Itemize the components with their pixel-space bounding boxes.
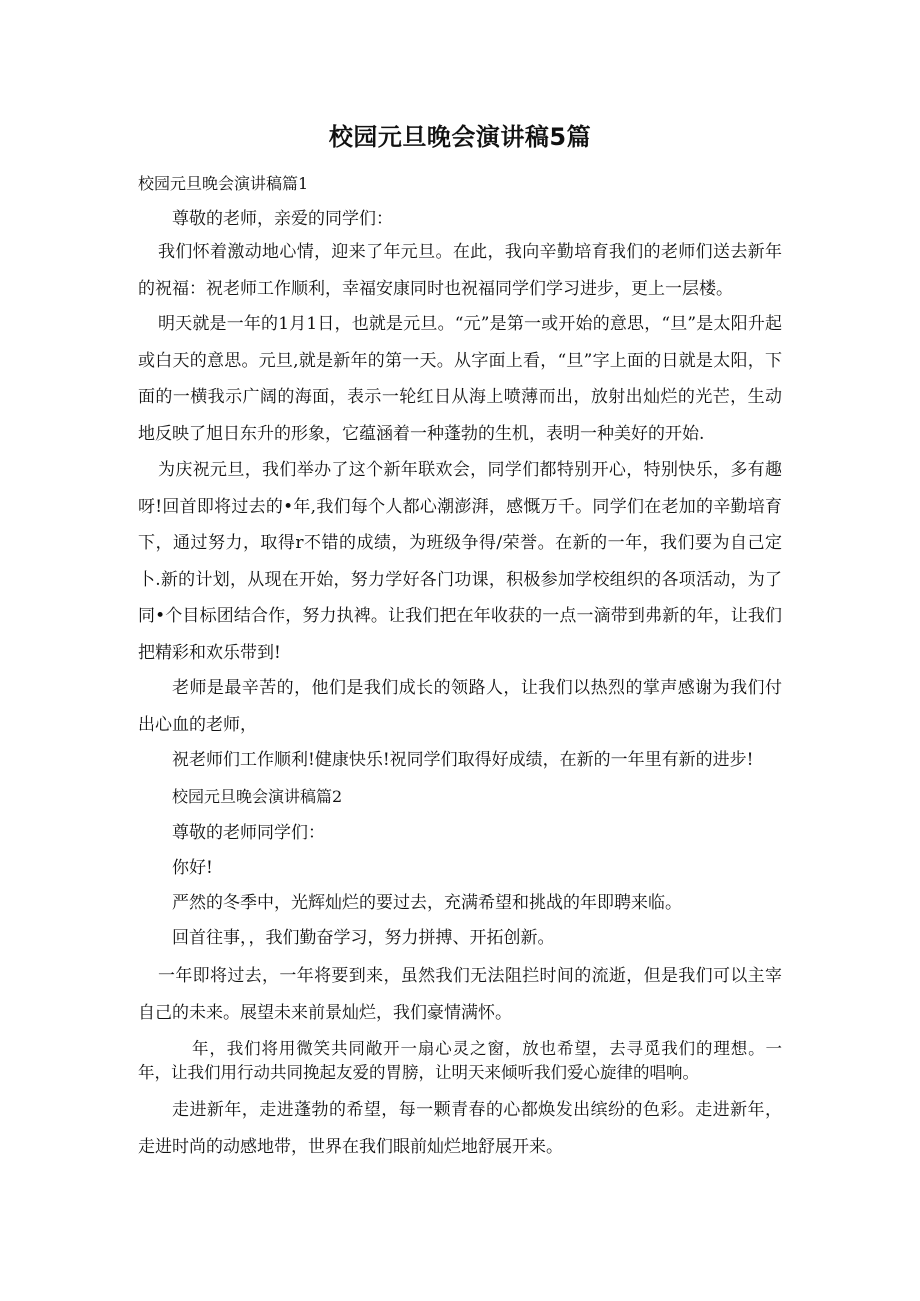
greeting-paragraph: 尊敬的老师同学们： [172,823,325,843]
paragraph: 年，我们将用微笑共同敞开一扇心灵之窗，放也希望，去寻觅我们的理想。一年，让我们用行动共同挽起友爱的胃膀，让明天来倾听我们爱心旋律的唱响。 [138,1039,782,1082]
paragraph: 一年即将过去，一年将要到来，虽然我们无法阻拦时间的流逝，但是我们可以主宰自己的未来。展望未来前景灿烂，我们豪情满怀。 [138,966,782,1023]
paragraph: 祝老师们工作顺利!健康快乐!祝同学们取得好成绩，在新的一年里有新的进步! [172,750,754,770]
paragraph: 老师是最辛苦的，他们是我们成长的领路人，让我们以热烈的掌声感谢为我们付出心血的老师， [138,678,782,735]
paragraph: 走进新年，走进蓬勃的希望，每一颗青春的心都焕发出缤纷的色彩。走进新年，走进时尚的动感地带，世界在我们眼前灿烂地舒展开来。 [138,1100,782,1157]
paragraph: 我们怀着激动地心情，迎来了年元旦。在此，我向辛勤培育我们的老师们送去新年的祝福：祝老师工作顺利，幸福安康同时也祝福同学们学习进步，更上一层楼。 [138,242,782,299]
paragraph: 严然的冬季中，光辉灿烂的要过去，充满希望和挑战的年即聘来临。 [172,893,682,913]
section-heading-2: 校园元旦晚会演讲稿篇2 [172,787,343,806]
greeting-paragraph: 尊敬的老师，亲爱的同学们： [172,209,393,229]
paragraph: 回首往事，，我们勤奋学习，努力拼搏、开拓创新。 [172,928,555,948]
paragraph: 为庆祝元旦，我们举办了这个新年联欢会，同学们都特别开心，特别快乐，多有趣呀!回首即将过去的•年,我们每个人都心潮澎湃，感慨万千。同学们在老加的辛勤培育下，通过努力，取得r不错的成绩，为班级争得/荣誉。在新的一年，我们要为自己定卜.新的计划，从现在开始，努力学好各门功课，积极参加学校组织的各项活动，为了同•个目标团结合作，努力执裨。让我们把在年收获的一点一滴带到弗新的年，让我们把精彩和欢乐带到! [138,460,782,663]
document-title: 校园元旦晚会演讲稿5篇 [328,123,592,151]
section-heading-1: 校园元旦晚会演讲稿篇1 [138,174,309,193]
paragraph: 你好! [172,858,213,878]
paragraph: 明天就是一年的1月1日，也就是元旦。“元”是第一或开始的意思，“旦”是太阳升起或白天的意思。元旦,就是新年的第一天。从字面上看，“旦”字上面的日就是太阳，下面的一横我示广阔的海面，表示一轮红日从海上喷薄而出，放射出灿烂的光芒，生动地反映了旭日东升的形象，它蕴涵着一种蓬勃的生机，表明一种美好的开始. [138,314,782,444]
